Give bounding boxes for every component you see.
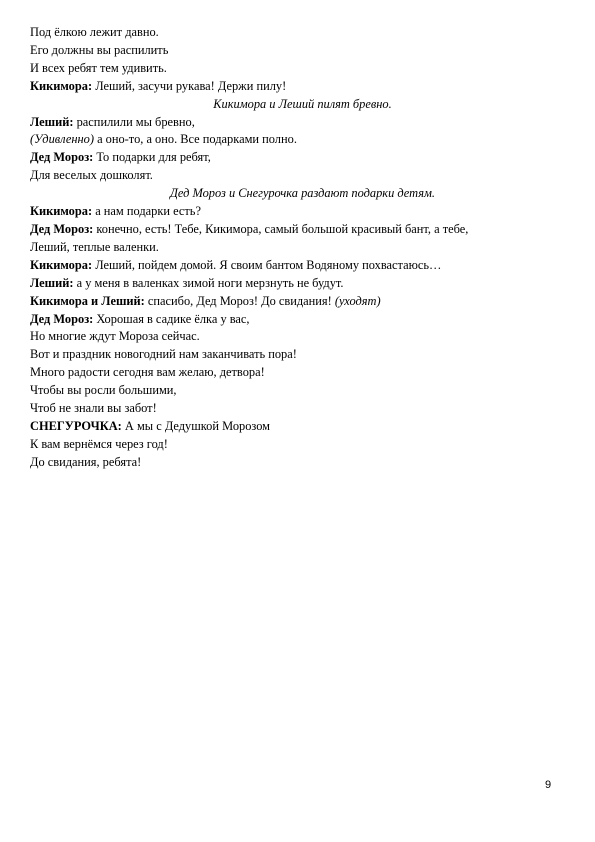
text-line: Много радости сегодня вам желаю, детвора! [30,365,265,380]
text-line: Под ёлкою лежит давно. [30,25,159,39]
text-line: Леший, теплые валенки. [30,239,159,254]
stage-direction: Дед Мороз и Снегурочка раздают подарки детям. [170,186,435,201]
text-line: Чтобы вы росли большими, [30,383,177,398]
text-line: До свидания, ребята! [30,454,142,469]
speaker-name: Кикимора: [30,204,93,219]
speaker-name: Кикимора: [30,78,93,93]
page-text [30,24,575,472]
dialogue-line: Кикимора: Леший, пойдем домой. Я своим бантом Водяному похвастаюсь… [30,257,442,272]
dialogue-line: Дед Мороз: То подарки для ребят, [30,150,211,165]
speaker-name: Леший: [30,114,74,129]
dialogue-line: Дед Мороз: Хорошая в садике ёлка у вас, [30,311,250,326]
dialogue-line: Кикимора и Леший: спасибо, Дед Мороз! До свидания! (уходят) [30,293,381,308]
speaker-name: Леший: [30,275,74,290]
speaker-name: Дед Мороз: [30,221,94,236]
speaker-name: Дед Мороз: [30,150,94,165]
dialogue-line: Кикимора: Леший, засучи рукава! Держи пилу! [30,78,287,93]
stage-note: (Удивленно) [30,132,94,147]
dialogue-line: Кикимора: а нам подарки есть? [30,204,201,219]
speaker-name: Дед Мороз: [30,311,94,326]
page-number: 9 [545,779,552,791]
text-line: К вам вернёмся через год! [30,436,168,451]
text-line: Вот и праздник новогодний нам заканчивать пора! [30,347,297,362]
stage-note: (уходят) [331,293,381,308]
text-line: Чтоб не знали вы забот! [30,401,157,416]
stage-direction: Кикимора и Леший пилят бревно. [213,96,392,111]
dialogue-line: СНЕГУРОЧКА: А мы с Дедушкой Морозом [30,418,271,433]
dialogue-line: Леший: распилили мы бревно, [30,114,195,129]
speaker-name: СНЕГУРОЧКА: [30,418,122,433]
dialogue-line: (Удивленно) а оно-то, а оно. Все подарками полно. [30,132,297,147]
text-line: И всех ребят тем удивить. [30,60,167,75]
dialogue-line: Леший: а у меня в валенках зимой ноги мерзнуть не будут. [30,275,344,290]
text-line: Его должны вы распилить [30,42,169,57]
text-line: Но многие ждут Мороза сейчас. [30,329,200,344]
speaker-name: Кикимора и Леший: [30,293,145,308]
text-line: Для веселых дошколят. [30,168,153,183]
speaker-name: Кикимора: [30,257,93,272]
dialogue-line: Дед Мороз: конечно, есть! Тебе, Кикимора, самый большой красивый бант, а тебе, [30,221,469,236]
